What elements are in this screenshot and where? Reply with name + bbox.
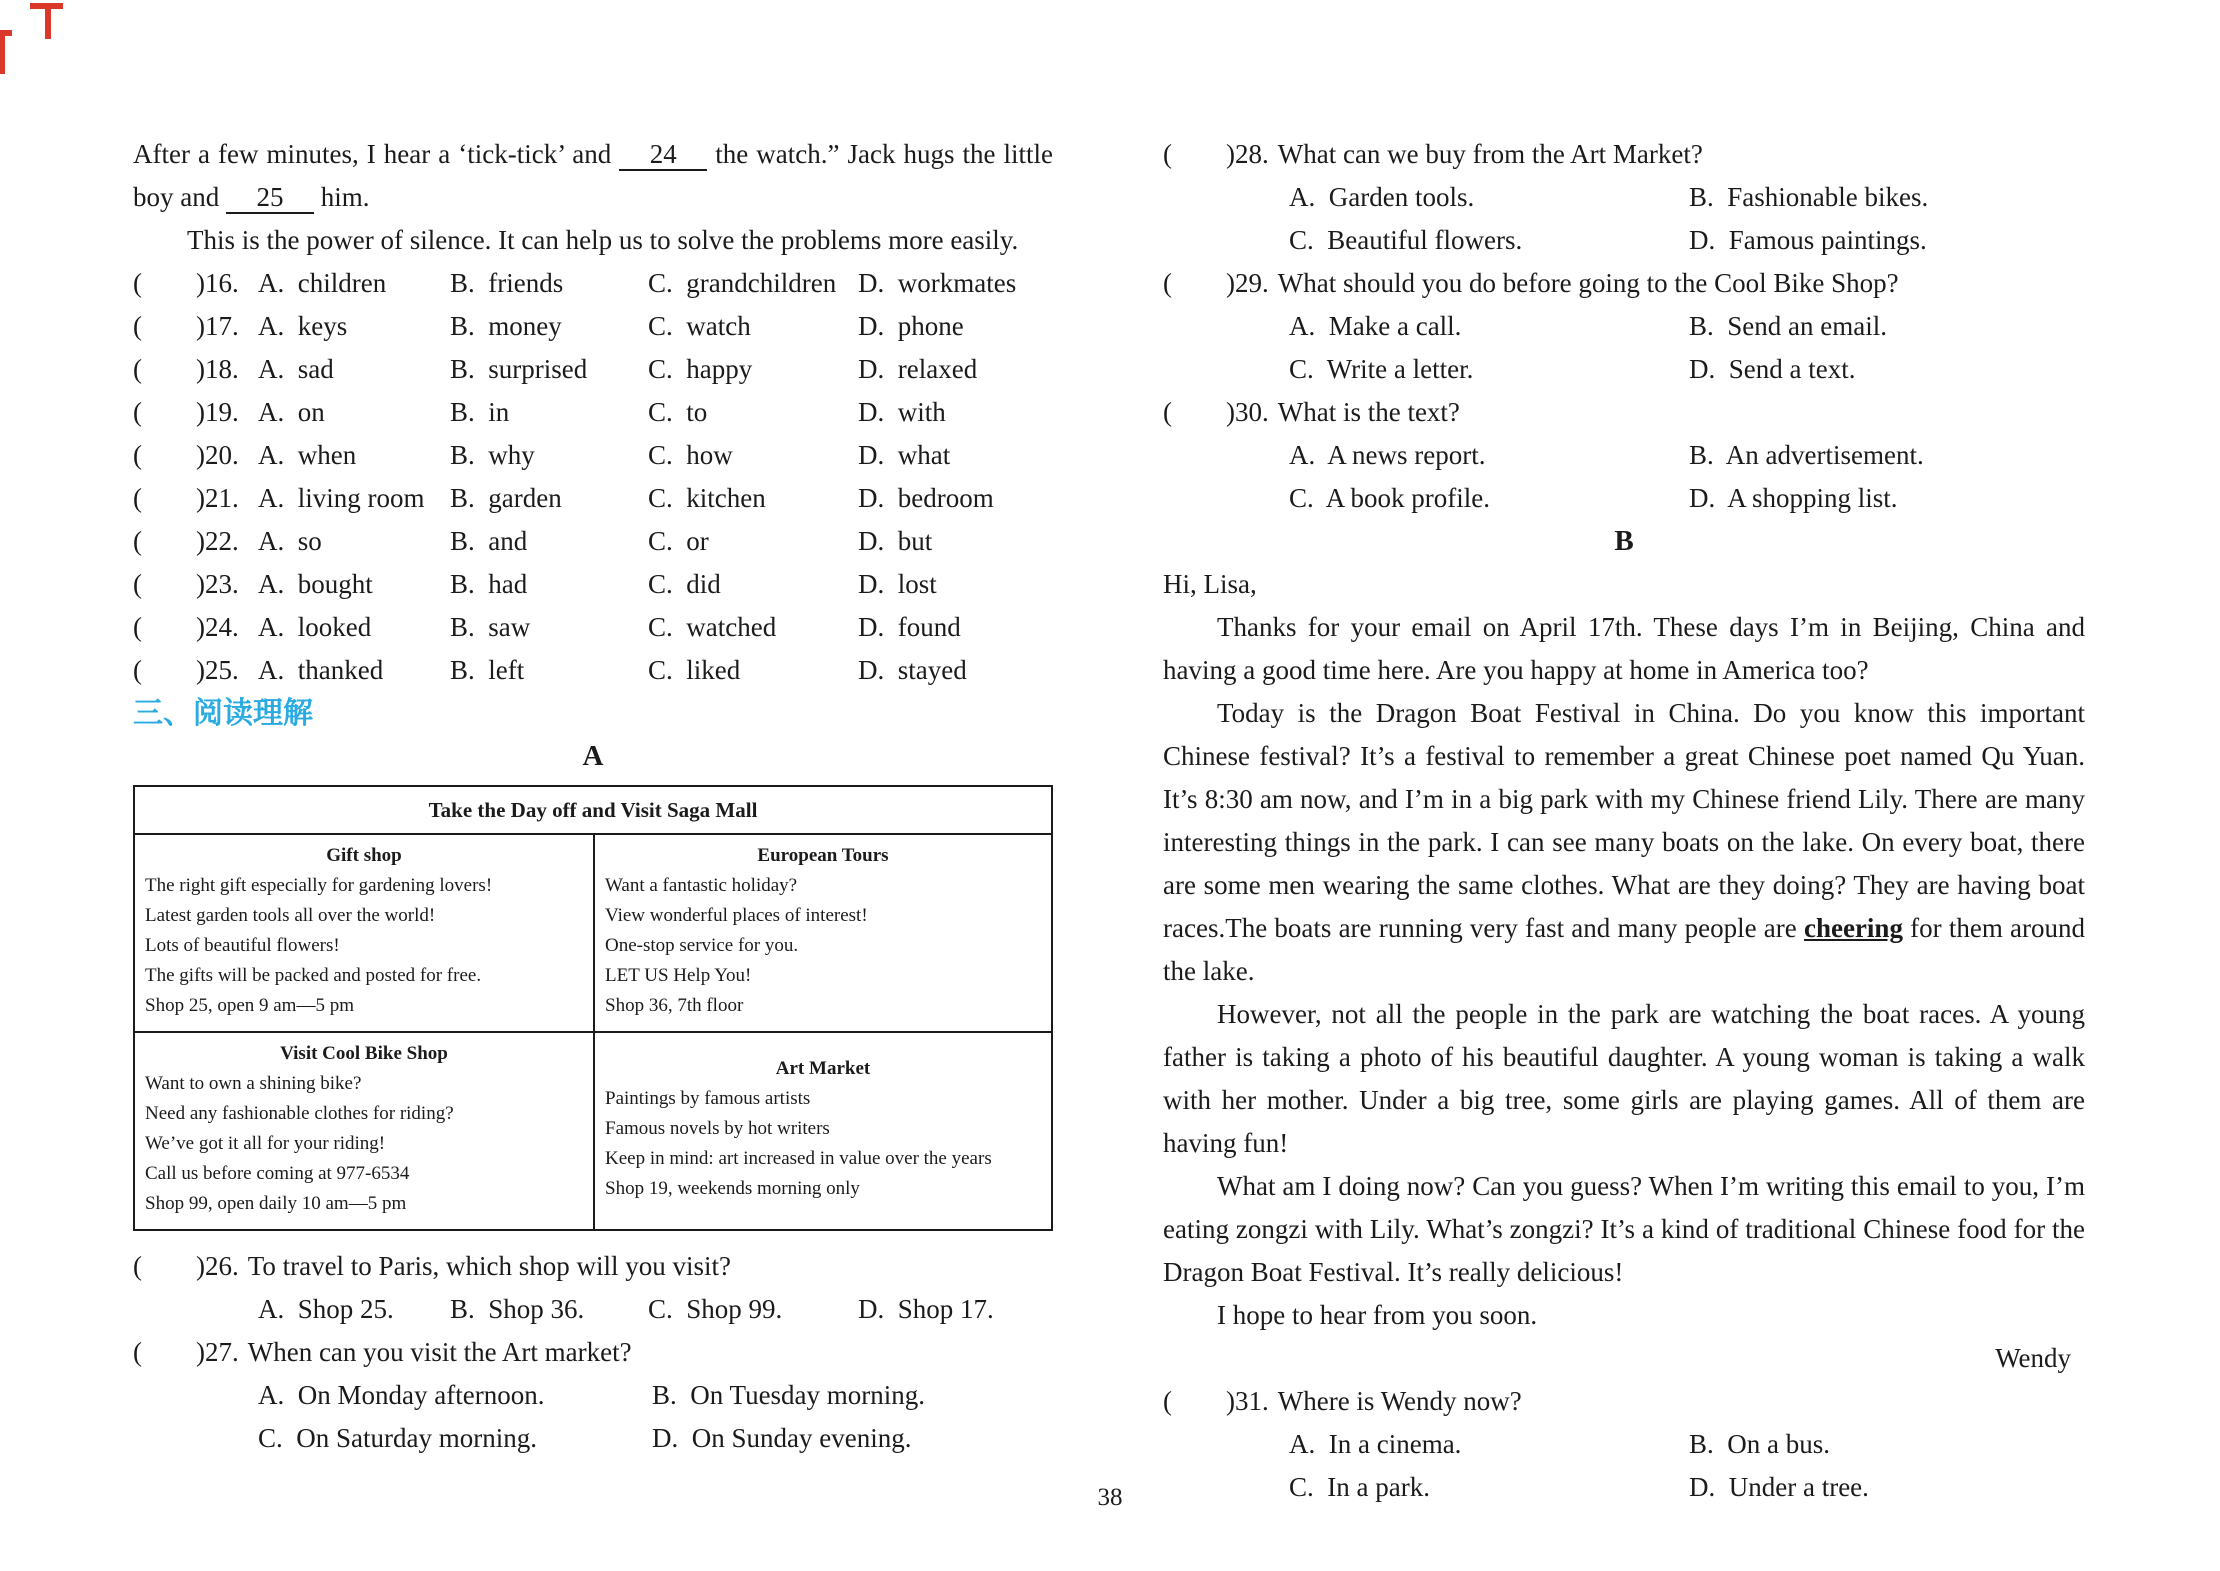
cell-title: Art Market (775, 1058, 871, 1079)
question-number: 20. (204, 440, 239, 470)
cloze-row-19 (133, 391, 1053, 434)
answer-bracket: ( ) (133, 655, 205, 685)
option-d: D. Famous paintings. (1689, 225, 1927, 255)
option-d: D. stayed (858, 655, 967, 685)
cell-title: Gift shop (326, 845, 402, 866)
option-b: B. On a bus. (1689, 1429, 1830, 1459)
option-b: B. surprised (450, 354, 588, 384)
red-print-mark (0, 36, 5, 74)
letter-paragraph: However, not all the people in the park are watching the boat races. A young father is taking a photo of his beautiful daughter. A young woman is taking a walk with her mother. Under a big tree, some girls are playing games. All of them are having fun! (1163, 999, 2085, 1158)
question-text: What can we buy from the Art Market? (1277, 139, 1703, 169)
left-column (133, 133, 1053, 1509)
option-b: B. Send an email. (1689, 311, 1887, 341)
cloze-row-24 (133, 606, 1053, 649)
cell-title: European Tours (757, 845, 889, 866)
question-number: 19. (204, 397, 239, 427)
question-text: What is the text? (1277, 397, 1460, 427)
question-number: 29. (1234, 268, 1269, 298)
page-number: 38 (1097, 1484, 1123, 1511)
question-number: 23. (204, 569, 239, 599)
option-c: C. kitchen (648, 483, 766, 513)
answer-bracket: ( ) (133, 483, 205, 513)
cell-title: Visit Cool Bike Shop (280, 1043, 448, 1064)
section-header-reading: 三、阅读理解 (133, 697, 313, 730)
passage-a-label: A (582, 740, 604, 772)
answer-bracket: ( ) (1163, 139, 1235, 169)
intro-paragraph (133, 133, 1053, 219)
question-number: 27. (204, 1337, 239, 1367)
option-a: A. on (258, 397, 325, 427)
option-b: B. had (450, 569, 528, 599)
question-number: 28. (1234, 139, 1269, 169)
option-c: C. grandchildren (648, 268, 837, 298)
cloze-row-18 (133, 348, 1053, 391)
letter-paragraph: What am I doing now? Can you guess? When I’m writing this email to you, I’m eating zongzi with Lily. What’s zongzi? It’s a kind of traditional Chinese food for the Dragon Boat Festival. It’s really delicious! (1163, 1171, 2085, 1287)
option-b: B. why (450, 440, 535, 470)
art-market-cell: Art Market Paintings by famous artists Famous novels by hot writers Keep in mind: art increased in value over the years Shop 19, weekends morning only (593, 1031, 1051, 1229)
letter-signature: Wendy (1995, 1343, 2071, 1373)
saga-mall-ad-table (133, 785, 1053, 1231)
question-text: When can you visit the Art market? (247, 1337, 632, 1367)
answer-bracket: ( ) (1163, 268, 1235, 298)
european-tours-cell: European Tours Want a fantastic holiday? View wonderful places of interest! One-stop service for you. LET US Help You! Shop 36, 7th floor (593, 835, 1051, 1031)
option-a: A. In a cinema. (1289, 1429, 1462, 1459)
option-d: D. On Sunday evening. (652, 1423, 912, 1453)
red-print-mark (45, 3, 51, 39)
option-d: D. Under a tree. (1689, 1472, 1869, 1502)
intro-paragraph-2: This is the power of silence. It can help us to solve the problems more easily. (187, 225, 1019, 255)
emphasis-cheering: cheering (1803, 913, 1903, 943)
question-number: 24. (204, 612, 239, 642)
question-29 (1163, 262, 2085, 391)
letter-paragraph: Today is the Dragon Boat Festival in China. Do you know this important Chinese festival? It’s a festival to remember a great Chinese poet named Qu Yuan. It’s 8:30 am now, and I’m in a big park with my Chinese friend Lily. There are many interesting things in the park. I can see many boats on the lake. On every boat, there are some men wearing the same clothes. What are they doing? They are having boat races.The boats are running very fast and many people are cheering for them around the lake. (1163, 698, 2085, 986)
question-28 (1163, 133, 2085, 262)
option-c: C. or (648, 526, 709, 556)
question-text: To travel to Paris, which shop will you visit? (247, 1251, 732, 1281)
answer-bracket: ( ) (133, 1251, 205, 1281)
option-d: D. Send a text. (1689, 354, 1856, 384)
option-c: C. On Saturday morning. (258, 1423, 537, 1453)
question-number: 30. (1234, 397, 1269, 427)
option-c: C. happy (648, 354, 753, 384)
option-d: D. bedroom (858, 483, 994, 513)
answer-bracket: ( ) (133, 612, 205, 642)
cloze-row-25 (133, 649, 1053, 692)
option-c: C. watched (648, 612, 777, 642)
letter-paragraph: Thanks for your email on April 17th. These days I’m in Beijing, China and having a good time here. Are you happy at home in America too? (1163, 612, 2085, 685)
cloze-row-23 (133, 563, 1053, 606)
cool-bike-shop-cell: Visit Cool Bike Shop Want to own a shining bike? Need any fashionable clothes for riding? We’ve got it all for your riding! Call us before coming at 977-6534 Shop 99, open daily 10 am—5 pm (135, 1031, 593, 1229)
question-text: What should you do before going to the Cool Bike Shop? (1277, 268, 1899, 298)
cloze-row-20 (133, 434, 1053, 477)
option-a: A. living room (258, 483, 425, 513)
answer-bracket: ( ) (133, 354, 205, 384)
option-b: B. Fashionable bikes. (1689, 182, 1929, 212)
option-a: A. A news report. (1289, 440, 1486, 470)
answer-bracket: ( ) (1163, 397, 1235, 427)
question-number: 25. (204, 655, 239, 685)
question-number: 26. (204, 1251, 239, 1281)
option-a: A. when (258, 440, 357, 470)
option-a: A. Garden tools. (1289, 182, 1475, 212)
option-a: A. On Monday afternoon. (258, 1380, 545, 1410)
option-c: C. watch (648, 311, 751, 341)
cloze-blank-25: 25 (226, 182, 314, 214)
question-number: 21. (204, 483, 239, 513)
answer-bracket: ( ) (133, 1337, 205, 1367)
question-number: 22. (204, 526, 239, 556)
intro-text: the watch.” Jack hugs the little boy and (133, 139, 1053, 212)
answer-bracket: ( ) (133, 397, 205, 427)
option-a: A. thanked (258, 655, 384, 685)
option-c: C. did (648, 569, 721, 599)
gift-shop-cell: Gift shop The right gift especially for gardening lovers! Latest garden tools all over the world! Lots of beautiful flowers! The gifts will be packed and posted for free. Shop 25, open 9 am—5 pm (135, 835, 593, 1031)
question-30 (1163, 391, 2085, 520)
letter-passage (1163, 563, 2085, 1380)
option-a: A. children (258, 268, 387, 298)
option-b: B. saw (450, 612, 531, 642)
answer-bracket: ( ) (133, 440, 205, 470)
option-d: D. found (858, 612, 961, 642)
answer-bracket: ( ) (1163, 1386, 1235, 1416)
question-26 (133, 1245, 1053, 1331)
option-a: A. looked (258, 612, 372, 642)
intro-text: him. (313, 182, 370, 212)
option-c: C. liked (648, 655, 741, 685)
option-b: B. On Tuesday morning. (652, 1380, 926, 1410)
option-d: D. phone (858, 311, 964, 341)
cloze-row-17 (133, 305, 1053, 348)
option-c: C. A book profile. (1289, 483, 1490, 513)
option-a: A. Shop 25. (258, 1294, 394, 1324)
option-a: A. so (258, 526, 322, 556)
option-c: C. to (648, 397, 708, 427)
option-c: C. Write a letter. (1289, 354, 1474, 384)
option-a: A. sad (258, 354, 334, 384)
option-d: D. relaxed (858, 354, 978, 384)
option-b: B. and (450, 526, 528, 556)
option-d: D. with (858, 397, 946, 427)
option-c: C. how (648, 440, 733, 470)
option-d: D. but (858, 526, 933, 556)
option-d: D. what (858, 440, 951, 470)
question-number: 17. (204, 311, 239, 341)
answer-bracket: ( ) (133, 311, 205, 341)
option-a: A. bought (258, 569, 373, 599)
intro-text: After a few minutes, I hear a ‘tick-tick’ and (133, 139, 620, 169)
option-b: B. An advertisement. (1689, 440, 1924, 470)
question-text: Where is Wendy now? (1277, 1386, 1522, 1416)
option-b: B. left (450, 655, 525, 685)
option-b: B. in (450, 397, 510, 427)
option-c: C. Shop 99. (648, 1294, 783, 1324)
option-b: B. friends (450, 268, 564, 298)
option-b: B. money (450, 311, 562, 341)
option-a: A. Make a call. (1289, 311, 1462, 341)
answer-bracket: ( ) (133, 526, 205, 556)
option-d: D. Shop 17. (858, 1294, 994, 1324)
option-a: A. keys (258, 311, 348, 341)
question-27 (133, 1331, 1053, 1460)
option-c: C. Beautiful flowers. (1289, 225, 1523, 255)
option-b: B. Shop 36. (450, 1294, 585, 1324)
cloze-row-22 (133, 520, 1053, 563)
ad-table-caption: Take the Day off and Visit Saga Mall (135, 787, 1051, 835)
option-c: C. In a park. (1289, 1472, 1430, 1502)
cloze-blank-24: 24 (619, 139, 707, 171)
right-column (1163, 133, 2085, 1509)
option-b: B. garden (450, 483, 562, 513)
answer-bracket: ( ) (133, 268, 205, 298)
passage-b-label: B (1614, 525, 1634, 557)
cloze-row-16 (133, 262, 1053, 305)
option-d: D. workmates (858, 268, 1017, 298)
cloze-row-21 (133, 477, 1053, 520)
question-number: 31. (1234, 1386, 1269, 1416)
letter-greeting: Hi, Lisa, (1163, 569, 1257, 599)
question-number: 18. (204, 354, 239, 384)
option-d: D. lost (858, 569, 937, 599)
option-d: D. A shopping list. (1689, 483, 1898, 513)
letter-paragraph: I hope to hear from you soon. (1217, 1300, 1538, 1330)
answer-bracket: ( ) (133, 569, 205, 599)
question-number: 16. (204, 268, 239, 298)
